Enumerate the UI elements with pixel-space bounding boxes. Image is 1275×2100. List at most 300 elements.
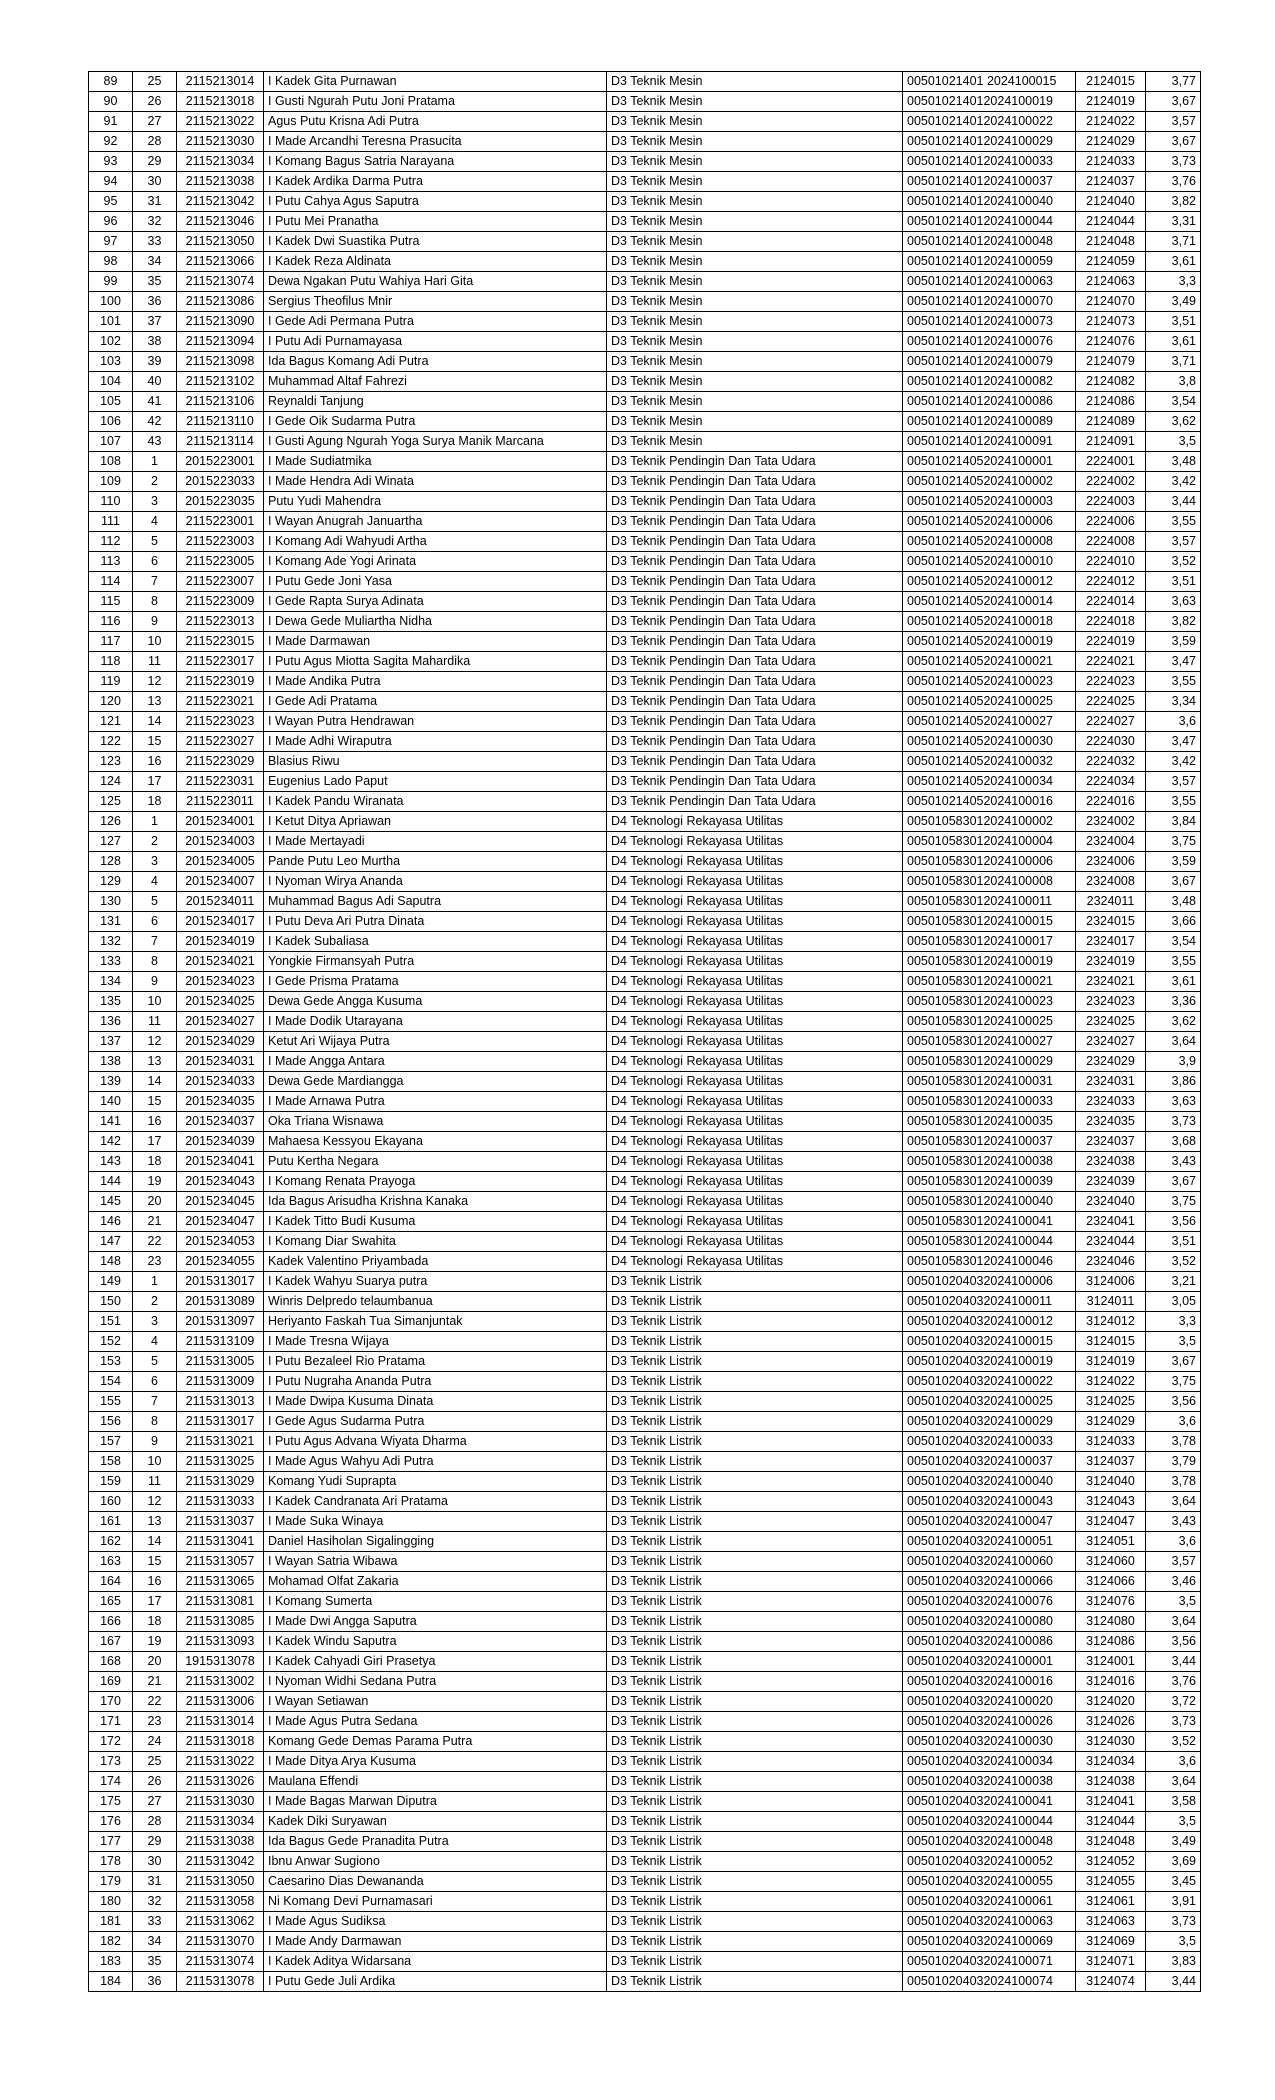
cell-no: 153: [89, 1352, 133, 1372]
cell-ipk: 3,46: [1146, 1572, 1201, 1592]
cell-kode: 2324002: [1076, 812, 1146, 832]
cell-nomor-ijazah: 005010204032024100006: [903, 1272, 1076, 1292]
cell-no: 133: [89, 952, 133, 972]
table-row: [89, 1052, 1201, 1072]
cell-nama: I Wayan Anugrah Januartha: [264, 512, 607, 532]
cell-nama: I Made Agus Wahyu Adi Putra: [264, 1452, 607, 1472]
cell-kode: 3124069: [1076, 1932, 1146, 1952]
table-row: [89, 672, 1201, 692]
cell-kode: 2124033: [1076, 152, 1146, 172]
cell-nama: I Wayan Setiawan: [264, 1692, 607, 1712]
table-row: [89, 932, 1201, 952]
cell-kode: 3124033: [1076, 1432, 1146, 1452]
cell-program-studi: D3 Teknik Mesin: [607, 152, 903, 172]
cell-nama: I Gede Rapta Surya Adinata: [264, 592, 607, 612]
cell-nomor-ijazah: 005010583012024100035: [903, 1112, 1076, 1132]
cell-ipk: 3,5: [1146, 1332, 1201, 1352]
cell-no-prodi: 14: [133, 712, 177, 732]
cell-no-prodi: 11: [133, 1012, 177, 1032]
cell-no-prodi: 26: [133, 1772, 177, 1792]
cell-no-prodi: 19: [133, 1172, 177, 1192]
cell-no: 173: [89, 1752, 133, 1772]
cell-no-prodi: 35: [133, 272, 177, 292]
cell-no: 136: [89, 1012, 133, 1032]
cell-nomor-ijazah: 005010214012024100076: [903, 332, 1076, 352]
cell-nama: I Putu Mei Pranatha: [264, 212, 607, 232]
cell-program-studi: D3 Teknik Listrik: [607, 1432, 903, 1452]
table-row: [89, 172, 1201, 192]
cell-kode: 2124076: [1076, 332, 1146, 352]
cell-no-prodi: 30: [133, 1852, 177, 1872]
cell-no-prodi: 32: [133, 212, 177, 232]
cell-nomor-ijazah: 005010583012024100021: [903, 972, 1076, 992]
cell-program-studi: D3 Teknik Listrik: [607, 1752, 903, 1772]
cell-no: 184: [89, 1972, 133, 1992]
cell-no-prodi: 5: [133, 532, 177, 552]
table-row: [89, 332, 1201, 352]
cell-nomor-ijazah: 005010204032024100037: [903, 1452, 1076, 1472]
cell-kode: 2324008: [1076, 872, 1146, 892]
cell-program-studi: D3 Teknik Listrik: [607, 1292, 903, 1312]
cell-program-studi: D4 Teknologi Rekayasa Utilitas: [607, 1132, 903, 1152]
cell-nomor-ijazah: 005010214012024100019: [903, 92, 1076, 112]
table-row: [89, 1032, 1201, 1052]
cell-nama: I Nyoman Widhi Sedana Putra: [264, 1672, 607, 1692]
cell-ipk: 3,61: [1146, 252, 1201, 272]
cell-nim: 2015234017: [177, 912, 264, 932]
table-row: [89, 1632, 1201, 1652]
cell-nim: 2115313029: [177, 1472, 264, 1492]
cell-no-prodi: 37: [133, 312, 177, 332]
cell-no-prodi: 34: [133, 1932, 177, 1952]
table-row: [89, 1412, 1201, 1432]
cell-no-prodi: 33: [133, 1912, 177, 1932]
cell-ipk: 3,51: [1146, 572, 1201, 592]
cell-no: 95: [89, 192, 133, 212]
cell-nim: 2115313078: [177, 1972, 264, 1992]
cell-nama: I Komang Bagus Satria Narayana: [264, 152, 607, 172]
cell-nama: Daniel Hasiholan Sigalingging: [264, 1532, 607, 1552]
table-row: [89, 1692, 1201, 1712]
cell-ipk: 3,68: [1146, 1132, 1201, 1152]
cell-no-prodi: 41: [133, 392, 177, 412]
cell-no: 116: [89, 612, 133, 632]
cell-nim: 2115223005: [177, 552, 264, 572]
cell-no: 169: [89, 1672, 133, 1692]
cell-nama: Ida Bagus Gede Pranadita Putra: [264, 1832, 607, 1852]
cell-nim: 2115213014: [177, 72, 264, 92]
cell-program-studi: D4 Teknologi Rekayasa Utilitas: [607, 992, 903, 1012]
cell-ipk: 3,57: [1146, 112, 1201, 132]
cell-nim: 2115313026: [177, 1772, 264, 1792]
cell-kode: 3124044: [1076, 1812, 1146, 1832]
table-row: [89, 652, 1201, 672]
table-row: [89, 1832, 1201, 1852]
cell-program-studi: D3 Teknik Pendingin Dan Tata Udara: [607, 792, 903, 812]
cell-nomor-ijazah: 005010583012024100027: [903, 1032, 1076, 1052]
cell-no-prodi: 13: [133, 692, 177, 712]
cell-nama: Blasius Riwu: [264, 752, 607, 772]
cell-ipk: 3,44: [1146, 1972, 1201, 1992]
cell-nomor-ijazah: 005010204032024100025: [903, 1392, 1076, 1412]
cell-no: 119: [89, 672, 133, 692]
cell-program-studi: D3 Teknik Pendingin Dan Tata Udara: [607, 452, 903, 472]
cell-ipk: 3,57: [1146, 772, 1201, 792]
cell-program-studi: D3 Teknik Mesin: [607, 92, 903, 112]
cell-nama: I Putu Gede Joni Yasa: [264, 572, 607, 592]
cell-kode: 3124034: [1076, 1752, 1146, 1772]
cell-nomor-ijazah: 005010204032024100016: [903, 1672, 1076, 1692]
cell-no: 111: [89, 512, 133, 532]
table-row: [89, 1752, 1201, 1772]
cell-ipk: 3,51: [1146, 312, 1201, 332]
cell-program-studi: D3 Teknik Pendingin Dan Tata Udara: [607, 712, 903, 732]
cell-kode: 3124074: [1076, 1972, 1146, 1992]
cell-no: 103: [89, 352, 133, 372]
cell-nim: 2115313070: [177, 1932, 264, 1952]
cell-kode: 3124086: [1076, 1632, 1146, 1652]
cell-nim: 2115213102: [177, 372, 264, 392]
cell-no: 91: [89, 112, 133, 132]
cell-program-studi: D4 Teknologi Rekayasa Utilitas: [607, 1112, 903, 1132]
cell-no: 178: [89, 1852, 133, 1872]
cell-program-studi: D4 Teknologi Rekayasa Utilitas: [607, 1152, 903, 1172]
cell-program-studi: D3 Teknik Mesin: [607, 192, 903, 212]
cell-no: 145: [89, 1192, 133, 1212]
table-row: [89, 1432, 1201, 1452]
table-row: [89, 1732, 1201, 1752]
cell-no: 129: [89, 872, 133, 892]
cell-ipk: 3,44: [1146, 492, 1201, 512]
cell-no-prodi: 4: [133, 872, 177, 892]
table-row: [89, 232, 1201, 252]
table-row: [89, 1872, 1201, 1892]
cell-nim: 2015234055: [177, 1252, 264, 1272]
cell-nomor-ijazah: 005010214052024100002: [903, 472, 1076, 492]
table-row: [89, 392, 1201, 412]
cell-kode: 2124063: [1076, 272, 1146, 292]
cell-ipk: 3,78: [1146, 1432, 1201, 1452]
cell-nama: Dewa Gede Mardiangga: [264, 1072, 607, 1092]
cell-nim: 2115223031: [177, 772, 264, 792]
cell-ipk: 3,43: [1146, 1152, 1201, 1172]
cell-nim: 2115313034: [177, 1812, 264, 1832]
cell-nim: 2115213034: [177, 152, 264, 172]
cell-no-prodi: 8: [133, 952, 177, 972]
cell-kode: 2324046: [1076, 1252, 1146, 1272]
cell-nim: 2115223023: [177, 712, 264, 732]
cell-kode: 2324035: [1076, 1112, 1146, 1132]
cell-no-prodi: 6: [133, 912, 177, 932]
cell-nomor-ijazah: 005010583012024100039: [903, 1172, 1076, 1192]
table-row: [89, 772, 1201, 792]
cell-ipk: 3,55: [1146, 952, 1201, 972]
cell-program-studi: D3 Teknik Pendingin Dan Tata Udara: [607, 572, 903, 592]
cell-no-prodi: 9: [133, 612, 177, 632]
cell-no-prodi: 34: [133, 252, 177, 272]
cell-nomor-ijazah: 005010204032024100069: [903, 1932, 1076, 1952]
cell-nomor-ijazah: 005010204032024100074: [903, 1972, 1076, 1992]
cell-no-prodi: 15: [133, 732, 177, 752]
cell-program-studi: D4 Teknologi Rekayasa Utilitas: [607, 1232, 903, 1252]
cell-ipk: 3,64: [1146, 1032, 1201, 1052]
cell-no-prodi: 36: [133, 1972, 177, 1992]
cell-program-studi: D3 Teknik Pendingin Dan Tata Udara: [607, 652, 903, 672]
cell-program-studi: D3 Teknik Listrik: [607, 1572, 903, 1592]
cell-program-studi: D4 Teknologi Rekayasa Utilitas: [607, 972, 903, 992]
cell-nomor-ijazah: 005010214052024100025: [903, 692, 1076, 712]
cell-no-prodi: 3: [133, 492, 177, 512]
cell-kode: 2224019: [1076, 632, 1146, 652]
cell-nomor-ijazah: 005010214052024100010: [903, 552, 1076, 572]
cell-no: 114: [89, 572, 133, 592]
cell-ipk: 3,63: [1146, 1092, 1201, 1112]
cell-ipk: 3,51: [1146, 1232, 1201, 1252]
cell-ipk: 3,5: [1146, 1812, 1201, 1832]
cell-nim: 2115223007: [177, 572, 264, 592]
cell-no: 147: [89, 1232, 133, 1252]
cell-no: 104: [89, 372, 133, 392]
cell-kode: 2324037: [1076, 1132, 1146, 1152]
cell-ipk: 3,55: [1146, 672, 1201, 692]
cell-kode: 2224003: [1076, 492, 1146, 512]
cell-nomor-ijazah: 005010583012024100046: [903, 1252, 1076, 1272]
cell-program-studi: D3 Teknik Mesin: [607, 332, 903, 352]
table-row: [89, 872, 1201, 892]
table-row: [89, 1152, 1201, 1172]
cell-kode: 3124055: [1076, 1872, 1146, 1892]
cell-no-prodi: 12: [133, 672, 177, 692]
cell-nama: Ni Komang Devi Purnamasari: [264, 1892, 607, 1912]
cell-no: 107: [89, 432, 133, 452]
cell-ipk: 3,86: [1146, 1072, 1201, 1092]
cell-nama: I Dewa Gede Muliartha Nidha: [264, 612, 607, 632]
cell-nomor-ijazah: 005010214052024100021: [903, 652, 1076, 672]
cell-kode: 2224012: [1076, 572, 1146, 592]
cell-nama: I Kadek Cahyadi Giri Prasetya: [264, 1652, 607, 1672]
cell-no: 156: [89, 1412, 133, 1432]
cell-ipk: 3,67: [1146, 132, 1201, 152]
cell-program-studi: D3 Teknik Mesin: [607, 272, 903, 292]
table-row: [89, 1672, 1201, 1692]
cell-kode: 3124066: [1076, 1572, 1146, 1592]
cell-no-prodi: 5: [133, 1352, 177, 1372]
cell-no-prodi: 42: [133, 412, 177, 432]
cell-program-studi: D3 Teknik Listrik: [607, 1272, 903, 1292]
cell-nomor-ijazah: 005010214052024100006: [903, 512, 1076, 532]
cell-program-studi: D3 Teknik Pendingin Dan Tata Udara: [607, 592, 903, 612]
cell-nama: Dewa Ngakan Putu Wahiya Hari Gita: [264, 272, 607, 292]
cell-program-studi: D3 Teknik Pendingin Dan Tata Udara: [607, 512, 903, 532]
cell-nama: I Putu Nugraha Ananda Putra: [264, 1372, 607, 1392]
cell-no-prodi: 15: [133, 1092, 177, 1112]
cell-nim: 2115313085: [177, 1612, 264, 1632]
cell-nama: I Kadek Subaliasa: [264, 932, 607, 952]
cell-no-prodi: 13: [133, 1052, 177, 1072]
cell-no-prodi: 28: [133, 132, 177, 152]
cell-ipk: 3,36: [1146, 992, 1201, 1012]
cell-kode: 2224002: [1076, 472, 1146, 492]
cell-kode: 3124080: [1076, 1612, 1146, 1632]
cell-no: 157: [89, 1432, 133, 1452]
cell-ipk: 3,91: [1146, 1892, 1201, 1912]
cell-nama: I Made Dwipa Kusuma Dinata: [264, 1392, 607, 1412]
cell-program-studi: D3 Teknik Pendingin Dan Tata Udara: [607, 732, 903, 752]
cell-nama: Muhammad Bagus Adi Saputra: [264, 892, 607, 912]
cell-no: 100: [89, 292, 133, 312]
cell-nomor-ijazah: 005010214052024100023: [903, 672, 1076, 692]
cell-nomor-ijazah: 005010583012024100041: [903, 1212, 1076, 1232]
cell-no: 163: [89, 1552, 133, 1572]
cell-nim: 2115313014: [177, 1712, 264, 1732]
table-row: [89, 952, 1201, 972]
cell-nim: 2115313093: [177, 1632, 264, 1652]
cell-no-prodi: 17: [133, 1132, 177, 1152]
cell-kode: 2124082: [1076, 372, 1146, 392]
cell-nim: 2115313013: [177, 1392, 264, 1412]
cell-no-prodi: 10: [133, 992, 177, 1012]
cell-nim: 2115313025: [177, 1452, 264, 1472]
cell-program-studi: D4 Teknologi Rekayasa Utilitas: [607, 1052, 903, 1072]
cell-kode: 2324017: [1076, 932, 1146, 952]
cell-ipk: 3,78: [1146, 1472, 1201, 1492]
table-row: [89, 132, 1201, 152]
cell-nama: Agus Putu Krisna Adi Putra: [264, 112, 607, 132]
cell-program-studi: D3 Teknik Listrik: [607, 1612, 903, 1632]
table-row: [89, 1892, 1201, 1912]
table-row: [89, 1532, 1201, 1552]
cell-program-studi: D3 Teknik Listrik: [607, 1332, 903, 1352]
cell-kode: 3124015: [1076, 1332, 1146, 1352]
cell-nama: I Made Arcandhi Teresna Prasucita: [264, 132, 607, 152]
cell-nama: I Made Sudiatmika: [264, 452, 607, 472]
cell-ipk: 3,73: [1146, 152, 1201, 172]
cell-nama: I Made Arnawa Putra: [264, 1092, 607, 1112]
cell-kode: 2224034: [1076, 772, 1146, 792]
cell-nim: 2115223003: [177, 532, 264, 552]
cell-nama: Dewa Gede Angga Kusuma: [264, 992, 607, 1012]
cell-kode: 2324029: [1076, 1052, 1146, 1072]
cell-program-studi: D3 Teknik Mesin: [607, 412, 903, 432]
cell-nomor-ijazah: 005010583012024100044: [903, 1232, 1076, 1252]
cell-no: 117: [89, 632, 133, 652]
cell-program-studi: D4 Teknologi Rekayasa Utilitas: [607, 952, 903, 972]
cell-nomor-ijazah: 005010204032024100034: [903, 1752, 1076, 1772]
cell-no: 170: [89, 1692, 133, 1712]
cell-no: 183: [89, 1952, 133, 1972]
cell-no: 179: [89, 1872, 133, 1892]
cell-no: 154: [89, 1372, 133, 1392]
cell-no-prodi: 32: [133, 1892, 177, 1912]
cell-nim: 2115223011: [177, 792, 264, 812]
cell-kode: 3124043: [1076, 1492, 1146, 1512]
cell-nomor-ijazah: 005010204032024100019: [903, 1352, 1076, 1372]
cell-no-prodi: 28: [133, 1812, 177, 1832]
cell-nim: 2015234003: [177, 832, 264, 852]
cell-ipk: 3,3: [1146, 1312, 1201, 1332]
cell-ipk: 3,62: [1146, 1012, 1201, 1032]
cell-ipk: 3,75: [1146, 1372, 1201, 1392]
table-row: [89, 752, 1201, 772]
cell-program-studi: D3 Teknik Listrik: [607, 1672, 903, 1692]
cell-nim: 2115313017: [177, 1412, 264, 1432]
cell-no-prodi: 16: [133, 1112, 177, 1132]
cell-ipk: 3,56: [1146, 1392, 1201, 1412]
cell-kode: 3124063: [1076, 1912, 1146, 1932]
cell-program-studi: D3 Teknik Pendingin Dan Tata Udara: [607, 772, 903, 792]
cell-nama: I Wayan Putra Hendrawan: [264, 712, 607, 732]
cell-nama: I Kadek Reza Aldinata: [264, 252, 607, 272]
cell-no-prodi: 8: [133, 1412, 177, 1432]
cell-ipk: 3,3: [1146, 272, 1201, 292]
cell-nim: 2115213106: [177, 392, 264, 412]
cell-ipk: 3,52: [1146, 1252, 1201, 1272]
cell-ipk: 3,58: [1146, 1792, 1201, 1812]
cell-program-studi: D3 Teknik Mesin: [607, 352, 903, 372]
cell-program-studi: D3 Teknik Listrik: [607, 1312, 903, 1332]
cell-nomor-ijazah: 005010204032024100012: [903, 1312, 1076, 1332]
cell-nama: I Putu Deva Ari Putra Dinata: [264, 912, 607, 932]
table-row: [89, 1452, 1201, 1472]
cell-no: 166: [89, 1612, 133, 1632]
cell-nama: Eugenius Lado Paput: [264, 772, 607, 792]
cell-kode: 2224016: [1076, 792, 1146, 812]
table-row: [89, 372, 1201, 392]
cell-no: 180: [89, 1892, 133, 1912]
cell-nim: 2115313057: [177, 1552, 264, 1572]
cell-nim: 2015234025: [177, 992, 264, 1012]
table-row: [89, 1072, 1201, 1092]
cell-no-prodi: 23: [133, 1712, 177, 1732]
cell-nama: I Nyoman Wirya Ananda: [264, 872, 607, 892]
cell-no-prodi: 12: [133, 1032, 177, 1052]
cell-nomor-ijazah: 005010204032024100040: [903, 1472, 1076, 1492]
cell-nomor-ijazah: 005010583012024100025: [903, 1012, 1076, 1032]
cell-program-studi: D3 Teknik Pendingin Dan Tata Udara: [607, 532, 903, 552]
cell-nomor-ijazah: 005010214052024100014: [903, 592, 1076, 612]
cell-program-studi: D4 Teknologi Rekayasa Utilitas: [607, 892, 903, 912]
cell-kode: 2324025: [1076, 1012, 1146, 1032]
cell-no: 124: [89, 772, 133, 792]
cell-kode: 3124029: [1076, 1412, 1146, 1432]
table-row: [89, 552, 1201, 572]
cell-nomor-ijazah: 005010204032024100001: [903, 1652, 1076, 1672]
cell-ipk: 3,67: [1146, 1172, 1201, 1192]
table-row: [89, 1952, 1201, 1972]
cell-program-studi: D3 Teknik Listrik: [607, 1632, 903, 1652]
cell-nim: 2115223017: [177, 652, 264, 672]
cell-ipk: 3,57: [1146, 532, 1201, 552]
cell-no: 158: [89, 1452, 133, 1472]
cell-kode: 3124006: [1076, 1272, 1146, 1292]
cell-nim: 2015313089: [177, 1292, 264, 1312]
cell-no: 177: [89, 1832, 133, 1852]
cell-program-studi: D4 Teknologi Rekayasa Utilitas: [607, 1192, 903, 1212]
cell-program-studi: D3 Teknik Listrik: [607, 1912, 903, 1932]
cell-nomor-ijazah: 005010583012024100015: [903, 912, 1076, 932]
cell-nim: 2115223029: [177, 752, 264, 772]
cell-nim: 2115313041: [177, 1532, 264, 1552]
cell-nim: 2115313005: [177, 1352, 264, 1372]
table-row: [89, 1252, 1201, 1272]
table-row: [89, 592, 1201, 612]
cell-program-studi: D3 Teknik Mesin: [607, 112, 903, 132]
cell-ipk: 3,75: [1146, 1192, 1201, 1212]
cell-nomor-ijazah: 005010214052024100030: [903, 732, 1076, 752]
cell-program-studi: D3 Teknik Listrik: [607, 1952, 903, 1972]
cell-ipk: 3,8: [1146, 372, 1201, 392]
cell-program-studi: D3 Teknik Listrik: [607, 1712, 903, 1732]
